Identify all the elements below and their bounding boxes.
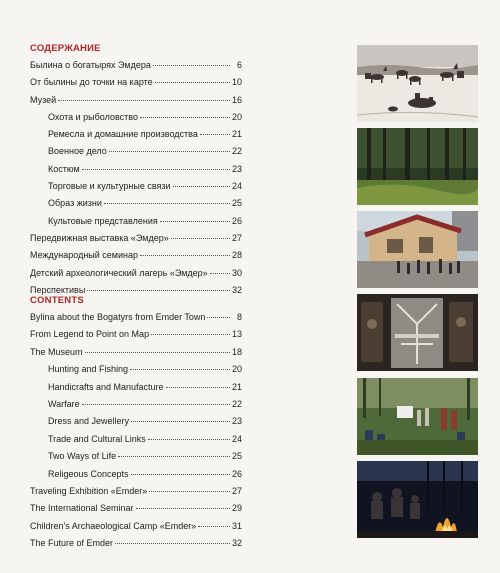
toc-entry-page-number: 20 (231, 364, 242, 375)
toc-dot-leader (58, 100, 230, 101)
toc-entry-page-number: 10 (231, 77, 242, 88)
toc-entry-title: Передвижная выставка «Эмдер» (30, 232, 169, 243)
toc-entry (30, 431, 242, 448)
toc-entry (30, 230, 242, 247)
toc-entry-page-number: 23 (231, 163, 242, 174)
toc-dot-leader (130, 369, 230, 370)
toc-entry-page-number: 27 (231, 485, 242, 496)
toc-entry (30, 500, 242, 517)
photo-winter-reindeer-painting (357, 45, 478, 122)
toc-entry-page-number: 32 (231, 538, 242, 549)
toc-entry (30, 247, 242, 264)
toc-entry-page-number: 32 (231, 284, 242, 295)
toc-entry-title: Охота и рыболовство (48, 111, 138, 122)
toc-dot-leader (166, 387, 230, 388)
toc-dot-leader (200, 134, 230, 135)
toc-entry (30, 448, 242, 465)
toc-entry-page-number: 21 (231, 129, 242, 140)
toc-rows-en (30, 309, 242, 552)
toc-dot-leader (131, 421, 230, 422)
toc-entry-title: Былина о богатырях Эмдера (30, 60, 151, 70)
toc-entry-title: The Museum (30, 346, 83, 357)
toc-entry-page-number: 22 (231, 146, 242, 157)
toc-dot-leader (148, 439, 230, 440)
toc-entry (30, 326, 242, 343)
toc-dot-leader (136, 508, 230, 509)
toc-entry-title: Образ жизни (48, 198, 102, 209)
toc-entry-page-number: 16 (231, 94, 242, 105)
toc-entry-title: Костюм (48, 163, 80, 174)
toc-entry-title: Two Ways of Life (48, 451, 117, 462)
toc-entry (30, 466, 242, 483)
toc-entry-title: The International Seminar (30, 503, 134, 514)
toc-entry-title: Bylina about the Bogatyrs from Emder Town (30, 312, 206, 322)
toc-dot-leader (140, 255, 230, 256)
toc-entry-page-number: 22 (231, 398, 242, 409)
toc-entry (30, 518, 242, 535)
toc-entry (30, 57, 242, 74)
toc-dot-leader (85, 352, 230, 353)
toc-dot-leader (109, 151, 230, 152)
toc-entry-title: From Legend to Point on Map (30, 329, 150, 340)
toc-entry (30, 309, 242, 326)
toc-entry (30, 379, 242, 396)
toc-dot-leader (82, 404, 230, 405)
toc-entry-page-number: 28 (231, 250, 242, 261)
toc-entry-title: Warfare (48, 398, 80, 409)
toc-dot-leader (198, 526, 230, 527)
toc-dot-leader (149, 491, 230, 492)
toc-entry-page-number: 26 (231, 468, 242, 479)
toc-entry (30, 195, 242, 212)
toc-entry (30, 92, 242, 109)
photo-forest (357, 128, 478, 205)
toc-heading-en: CONTENTS (30, 295, 84, 306)
toc-dot-leader (104, 203, 230, 204)
toc-dot-leader (151, 334, 230, 335)
toc-entry (30, 396, 242, 413)
toc-entry (30, 483, 242, 500)
toc-entry-page-number: 25 (231, 451, 242, 462)
toc-dot-leader (140, 117, 230, 118)
toc-dot-leader (155, 82, 230, 83)
toc-dot-leader (160, 221, 230, 222)
toc-dot-leader (118, 456, 230, 457)
toc-entry-page-number: 26 (231, 215, 242, 226)
toc-entry (30, 213, 242, 230)
toc-entry-page-number: 24 (231, 433, 242, 444)
toc-entry-title: Children's Archaeological Camp «Emder» (30, 520, 197, 531)
toc-entry-page-number: 25 (231, 198, 242, 209)
toc-entry-page-number: 24 (231, 181, 242, 192)
toc-heading-ru: СОДЕРЖАНИЕ (30, 43, 101, 54)
toc-dot-leader (87, 290, 230, 291)
toc-rows-ru (30, 57, 242, 299)
toc-entry-title: Музей (30, 94, 57, 105)
toc-entry (30, 74, 242, 91)
toc-entry (30, 178, 242, 195)
toc-entry-title: Dress and Jewellery (48, 416, 130, 427)
toc-entry-page-number: 8 (236, 312, 242, 322)
photo-seminar-in-forest (357, 378, 478, 455)
toc-entry-title: Перспективы (30, 284, 86, 295)
toc-entry-page-number: 30 (231, 267, 242, 278)
toc-entry-title: Детский археологический лагерь «Эмдер» (30, 267, 208, 278)
toc-entry-page-number: 20 (231, 111, 242, 122)
toc-dot-leader (115, 543, 230, 544)
toc-entry (30, 344, 242, 361)
photo-museum-exhibit (357, 294, 478, 371)
toc-entry (30, 535, 242, 552)
toc-entry (30, 126, 242, 143)
toc-entry (30, 143, 242, 160)
toc-dot-leader (207, 317, 230, 318)
toc-dot-leader (173, 186, 230, 187)
toc-entry-page-number: 18 (231, 346, 242, 357)
toc-entry-page-number: 31 (231, 520, 242, 531)
toc-entry-title: Ремесла и домашние производства (48, 129, 198, 140)
photo-campfire-night (357, 461, 478, 538)
toc-entry-title: Religeous Concepts (48, 468, 129, 479)
toc-entry-title: Международный семинар (30, 250, 138, 261)
toc-entry (30, 161, 242, 178)
toc-entry-page-number: 21 (231, 381, 242, 392)
toc-entry-title: Traveling Exhibition «Emder» (30, 485, 148, 496)
photo-exhibition-building (357, 211, 478, 288)
toc-entry-page-number: 23 (231, 416, 242, 427)
toc-russian (30, 42, 242, 299)
toc-dot-leader (82, 169, 230, 170)
toc-entry-page-number: 13 (231, 329, 242, 340)
toc-entry-title: Hunting and Fishing (48, 364, 129, 375)
toc-dot-leader (171, 238, 230, 239)
toc-entry-title: Военное дело (48, 146, 107, 157)
toc-english (30, 294, 242, 552)
toc-entry-page-number: 6 (236, 60, 242, 70)
toc-dot-leader (210, 273, 230, 274)
toc-entry-title: Trade and Cultural Links (48, 433, 146, 444)
toc-entry (30, 361, 242, 378)
toc-entry-page-number: 29 (231, 503, 242, 514)
toc-entry-title: Культовые представления (48, 215, 158, 226)
toc-entry (30, 265, 242, 282)
toc-entry-title: Handicrafts and Manufacture (48, 381, 164, 392)
toc-entry (30, 413, 242, 430)
toc-entry-title: Торговые и культурные связи (48, 181, 171, 192)
toc-entry (30, 109, 242, 126)
toc-dot-leader (131, 474, 230, 475)
toc-dot-leader (153, 65, 230, 66)
toc-entry-title: От былины до точки на карте (30, 77, 153, 88)
toc-entry-title: The Future of Emder (30, 538, 114, 549)
toc-entry-page-number: 27 (231, 232, 242, 243)
